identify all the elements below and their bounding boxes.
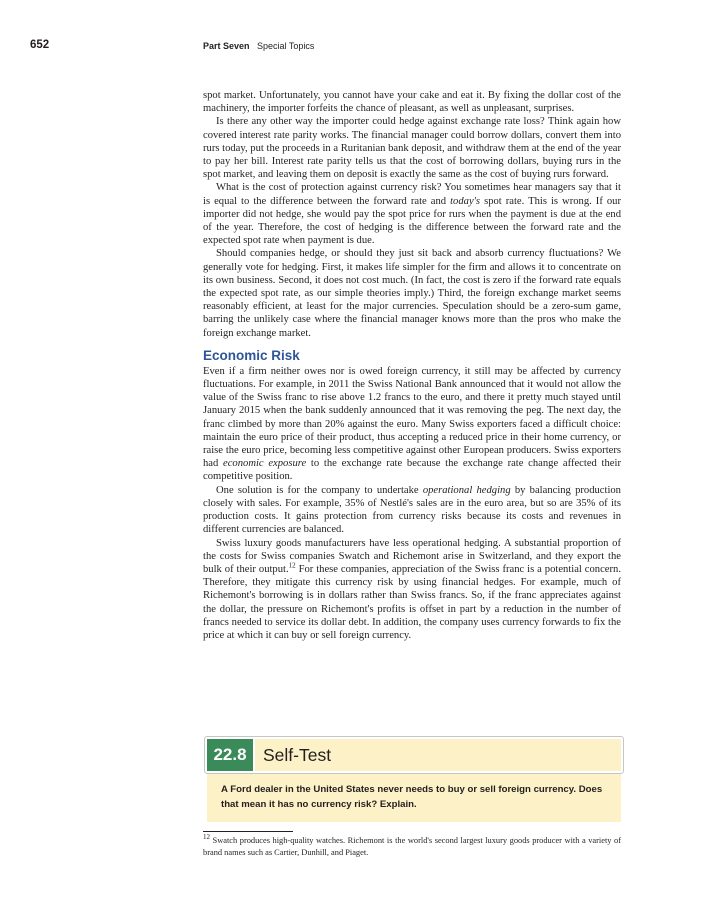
paragraph-swiss-luxury [203, 537, 621, 643]
footnote-rule [203, 831, 293, 832]
running-head-section: Special Topics [257, 41, 315, 51]
section-heading: Economic Risk [203, 347, 300, 363]
self-test-title: Self-Test [255, 739, 621, 771]
footnote-text: Swatch produces high-quality watches. Richemont is the world's second largest luxury goods producer with a variety of brand names such as Cartier, Dunhill, and Piaget. [203, 836, 621, 857]
page-number: 652 [30, 39, 50, 51]
text-run: What is the cost of protection against currency risk? You sometimes hear managers say that it is equal to the difference between the forward rate and [203, 182, 621, 207]
paragraph-should-hedge: Should companies hedge, or should they just sit back and absorb currency fluctuations? We generally vote for hedging. First, it makes life simpler for the firm and allows it to concentrate on its own business. Second, it does not cost much. (In fact, the cost is zero if the forward rate equals the expected spot rate, as our simple theories imply.) Third, the foreign exchange market seems reasonably efficient, at least for the major currencies. Speculation should be a zero-sum game, barring the unlikely case where the financial manager knows more than the pros who make the foreign exchange market. [203, 248, 621, 339]
text-run: Swiss luxury goods manufacturers have less operational hedging. A substantial proportion of the costs for Swiss companies Swatch and Richemont arise in Switzerland, and they export the bulk of their output. [203, 537, 621, 575]
text-run: by balancing production closely with sales. For example, 35% of Nestlé's sales are in the euro area, but so are 35% of its production costs. It gains protection from currency risks because its costs and revenues in different currencies are balanced. [203, 484, 621, 536]
text-run: Even if a firm neither owes nor is owed foreign currency, it still may be affected by currency fluctuations. For example, in 2011 the Swiss National Bank announced that it would not allow the value of the Swiss franc to rise above 1.2 francs to the euro, and there it pretty much stayed until January 2015 when the bank suddenly announced that it was removing the peg. The next day, the franc climbed by more than 20% against the euro. Many Swiss exporters faced a difficult choice: maintain the euro price of their product, thus accepting a reduced price in their home currency, or raise the euro price, becoming less competitive against other European producers. Swiss exporters had [203, 365, 621, 470]
running-head-part: Part Seven [203, 41, 250, 51]
self-test-header [204, 736, 624, 774]
body-text [203, 89, 621, 642]
text-run: to the exchange rate because the exchange rate change affected their competitive position. [203, 458, 621, 483]
term-operational-hedging: operational hedging [422, 484, 511, 496]
self-test-question: A Ford dealer in the United States never needs to buy or sell foreign currency. Does that mean it has no currency risk? Explain. [207, 774, 621, 822]
paragraph-economic-risk [203, 365, 621, 484]
self-test-box [204, 736, 624, 822]
paragraph-cost-of-protection [203, 181, 621, 247]
text-run: spot rate. This is wrong. If our importer did not hedge, she would pay the spot price for rurs when the payment is due at the end of the year. Therefore, the cost of hedging is the difference between the forward rate and the expected spot rate when payment is due. [203, 195, 621, 247]
term-economic-exposure: economic exposure [223, 458, 307, 470]
emphasis-todays: today's [450, 195, 481, 207]
footnote-ref: 12 [288, 561, 296, 570]
running-head [203, 41, 314, 51]
paragraph-hedge-alternative: Is there any other way the importer could hedge against exchange rate loss? Think again how covered interest rate parity works. The financial manager could borrow dollars, convert them into rurs today, put the proceeds in a Ruritanian bank deposit, and withdraw them at the end of the year to pay her bill. Interest rate parity tells us that the cost of borrowing dollars, buying rurs in the spot market, and leaving them on deposit is exactly the same as the cost of buying rurs forward. [203, 116, 621, 181]
text-run: One solution is for the company to undertake [216, 484, 423, 496]
paragraph-continued: spot market. Unfortunately, you cannot have your cake and eat it. By fixing the dollar cost of the machinery, the importer forfeits the chance of pleasant, as well as unpleasant, surprises. [203, 90, 621, 115]
self-test-number: 22.8 [207, 739, 253, 771]
footnote [203, 835, 621, 858]
paragraph-operational-hedging [203, 484, 621, 537]
footnote-marker: 12 [203, 833, 210, 842]
text-run: For these companies, appreciation of the Swiss franc is a potential concern. Therefore, they mitigate this currency risk by using financial hedges. For example, much of Richemont's borrowing is in dollars rather than Swiss francs. So, if the franc appreciates against the dollar, the pressure on Richemont's profits is offset in part by a reduction in the number of francs needed to service its dollar debt. In addition, the company uses currency forwards to fix the price at which it can buy or sell foreign currency. [203, 563, 621, 641]
